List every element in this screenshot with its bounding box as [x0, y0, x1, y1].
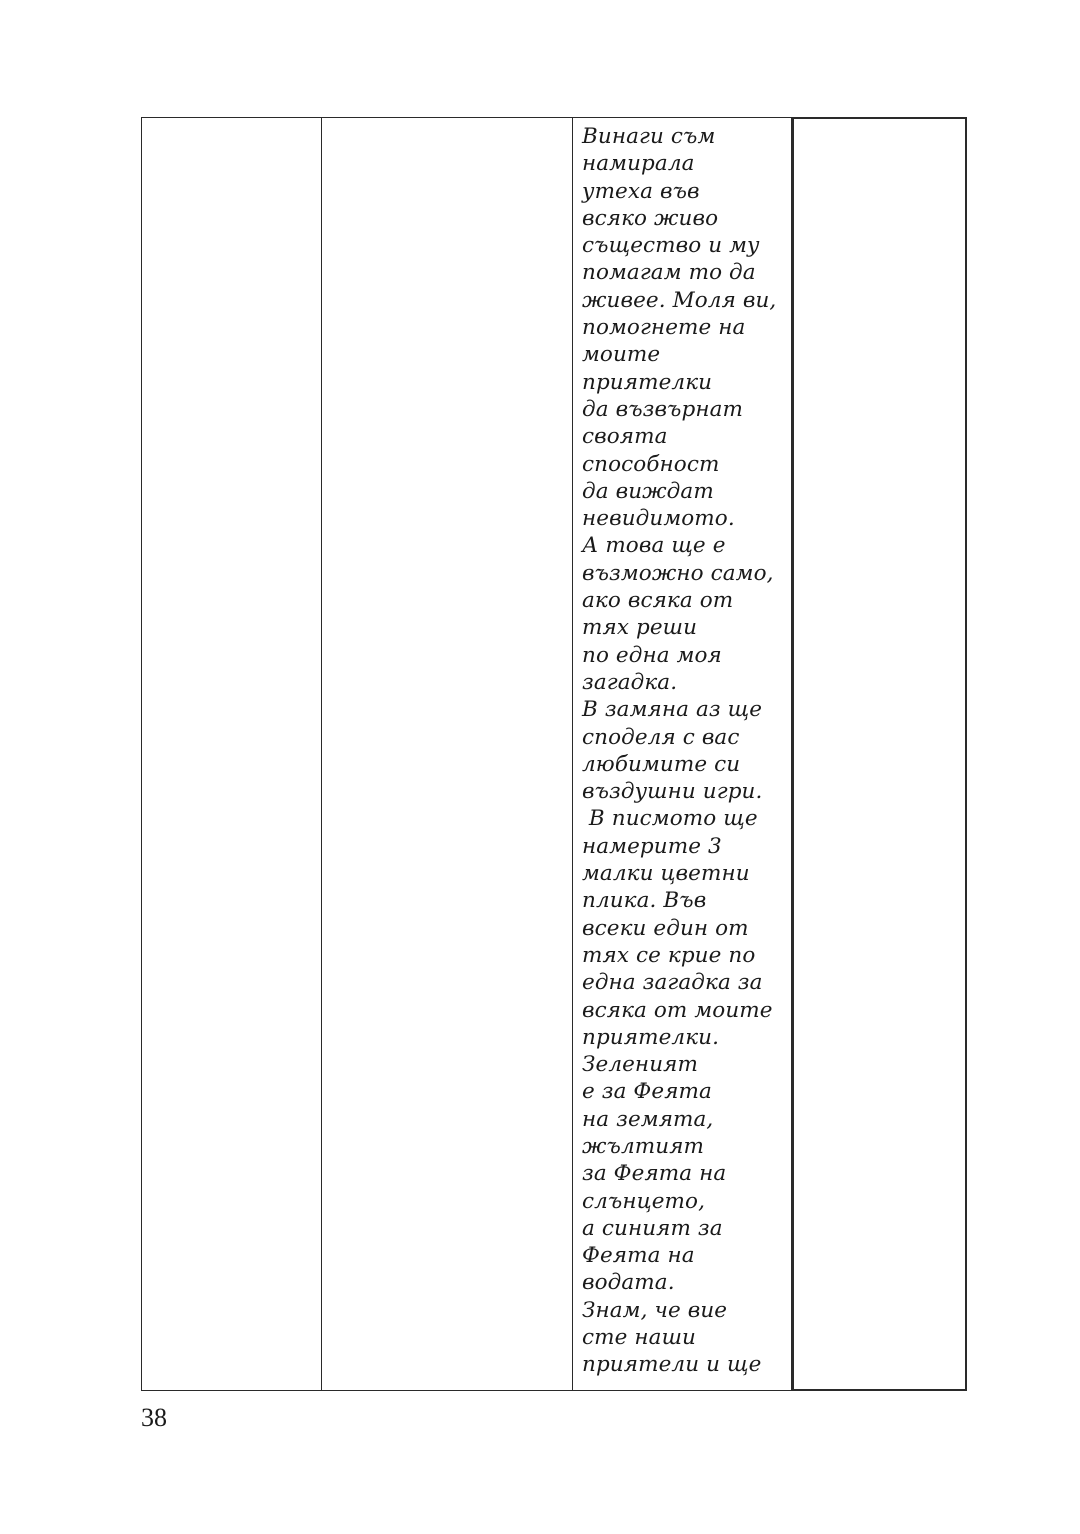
- letter-line: тях реши: [582, 615, 698, 641]
- letter-line: тях се крие по: [582, 942, 756, 968]
- letter-line: Винаги съм: [582, 124, 716, 149]
- letter-line: всеки един от: [582, 915, 749, 941]
- table-cell-column-1: [142, 118, 322, 1390]
- letter-line: една загадка за: [582, 970, 763, 996]
- letter-line: любимите си: [582, 751, 741, 777]
- table-cell-column-2: [322, 118, 573, 1390]
- letter-line: намирала: [582, 151, 695, 177]
- letter-line: на земята,: [582, 1106, 714, 1132]
- letter-line: способност: [582, 451, 720, 477]
- letter-line: да възвърнат: [582, 396, 744, 422]
- letter-line: е за Феята: [582, 1079, 712, 1105]
- letter-line: да виждат: [582, 478, 714, 504]
- letter-line: въздушни игри.: [582, 779, 763, 805]
- letter-line: всяко живо: [582, 205, 719, 231]
- letter-line: всяка от моите: [582, 997, 773, 1023]
- letter-line: плика. Във: [582, 888, 707, 914]
- letter-line: В писмото ще: [582, 806, 758, 832]
- letter-line: загадка.: [582, 669, 678, 695]
- letter-line: по една моя: [582, 642, 722, 668]
- letter-line: утеха във: [582, 178, 700, 204]
- letter-line: Феята на: [582, 1243, 695, 1269]
- letter-line: помогнете на: [582, 315, 746, 341]
- letter-line: ако всяка от: [582, 588, 734, 614]
- letter-line: сте наши: [582, 1325, 696, 1351]
- letter-line: моите: [582, 342, 661, 368]
- table-cell-column-4: [792, 117, 967, 1391]
- letter-line: В замяна аз ще: [582, 697, 763, 723]
- letter-line: за Феята на: [582, 1161, 727, 1187]
- letter-line: приятели и ще: [582, 1352, 762, 1378]
- letter-line: намерите 3: [582, 833, 722, 859]
- letter-line: жълтият: [582, 1133, 705, 1159]
- letter-line: невидимото.: [582, 506, 735, 532]
- letter-line: А това ще е: [582, 533, 726, 559]
- letter-line: своята: [582, 424, 668, 450]
- table-cell-letter-text: [573, 118, 792, 1390]
- letter-line: Знам, че вие: [582, 1297, 728, 1323]
- letter-line: възможно само,: [582, 560, 774, 586]
- page-number: 38: [141, 1403, 167, 1432]
- lesson-table: [141, 117, 967, 1391]
- letter-line: а синият за: [582, 1215, 723, 1241]
- letter-line: живее. Моля ви,: [582, 287, 777, 313]
- letter-line: Зеленият: [582, 1052, 698, 1078]
- letter-line: помагам то да: [582, 260, 756, 286]
- letter-line: слънцето,: [582, 1188, 706, 1214]
- letter-line: същество и му: [582, 233, 760, 259]
- letter-line: приятелки.: [582, 1024, 720, 1050]
- letter-line: малки цветни: [582, 861, 750, 887]
- letter-line: водата.: [582, 1270, 675, 1296]
- letter-line: споделя с вас: [582, 724, 740, 750]
- letter-line: приятелки: [582, 369, 713, 395]
